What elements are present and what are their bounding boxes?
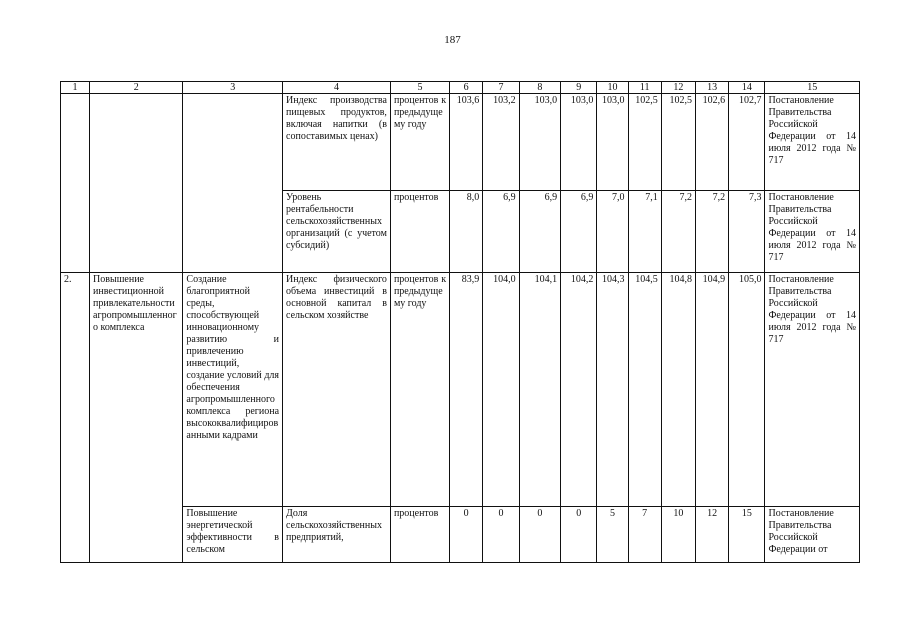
task-cell: Повышение энергетической эффективности в сельском [183, 507, 283, 563]
value-cell: 83,9 [450, 273, 483, 507]
value-cell: 102,5 [628, 94, 661, 191]
indicators-table [60, 81, 860, 563]
column-number: 14 [729, 82, 765, 94]
value-cell: 8,0 [450, 191, 483, 273]
legal-basis-cell: Постановление Правительства Российской Федерации от 14 июля 2012 года № 717 [765, 191, 860, 273]
indicator-name: Доля сельскохозяйственных предприятий, [283, 507, 391, 563]
value-cell: 10 [661, 507, 695, 563]
value-cell: 105,0 [729, 273, 765, 507]
value-cell: 0 [519, 507, 561, 563]
unit-cell: процентов [390, 191, 449, 273]
value-cell: 104,2 [561, 273, 597, 507]
value-cell: 103,0 [561, 94, 597, 191]
legal-basis-cell: Постановление Правительства Российской Федерации от 14 июля 2012 года № 717 [765, 273, 860, 507]
value-cell: 7,3 [729, 191, 765, 273]
table-row [61, 94, 860, 191]
value-cell: 103,0 [597, 94, 628, 191]
value-cell: 5 [597, 507, 628, 563]
goal-cell: Повышение инвестиционной привлекательности агропромышленного комплекса [90, 273, 183, 563]
value-cell: 0 [483, 507, 519, 563]
column-number: 8 [519, 82, 561, 94]
value-cell: 104,1 [519, 273, 561, 507]
value-cell: 0 [561, 507, 597, 563]
value-cell: 104,5 [628, 273, 661, 507]
value-cell: 6,9 [519, 191, 561, 273]
column-number: 10 [597, 82, 628, 94]
column-number: 7 [483, 82, 519, 94]
value-cell: 103,2 [483, 94, 519, 191]
task-cell [183, 94, 283, 273]
column-number: 12 [661, 82, 695, 94]
column-number: 6 [450, 82, 483, 94]
column-number: 15 [765, 82, 860, 94]
value-cell: 7 [628, 507, 661, 563]
value-cell: 104,3 [597, 273, 628, 507]
task-cell: Создание благоприятной среды, способствующей инновационному развитию и привлечению инвестиций, создание условий для обеспечения агропромышленного комплекса региона высококвалифицированными кадрами [183, 273, 283, 507]
unit-cell: процентов [390, 507, 449, 563]
column-number: 5 [390, 82, 449, 94]
unit-cell: процентов к предыдущему году [390, 273, 449, 507]
indicator-name: Индекс физического объема инвестиций в основной капитал в сельском хозяйстве [283, 273, 391, 507]
row-number-cell: 2. [61, 273, 90, 563]
value-cell: 103,6 [450, 94, 483, 191]
page-number: 187 [444, 34, 461, 46]
value-cell: 103,0 [519, 94, 561, 191]
value-cell: 102,7 [729, 94, 765, 191]
value-cell: 102,5 [661, 94, 695, 191]
column-number: 9 [561, 82, 597, 94]
value-cell: 6,9 [483, 191, 519, 273]
column-number: 11 [628, 82, 661, 94]
value-cell: 7,2 [661, 191, 695, 273]
value-cell: 15 [729, 507, 765, 563]
row-number-cell [61, 94, 90, 273]
indicator-name: Индекс производства пищевых продуктов, включая напитки (в сопоставимых ценах) [283, 94, 391, 191]
column-number: 13 [695, 82, 728, 94]
value-cell: 0 [450, 507, 483, 563]
value-cell: 104,9 [695, 273, 728, 507]
indicator-name: Уровень рентабельности сельскохозяйственных организаций (с учетом субсидий) [283, 191, 391, 273]
column-number: 4 [283, 82, 391, 94]
goal-cell [90, 94, 183, 273]
legal-basis-cell: Постановление Правительства Российской Федерации от 14 июля 2012 года № 717 [765, 94, 860, 191]
value-cell: 12 [695, 507, 728, 563]
value-cell: 104,0 [483, 273, 519, 507]
column-number: 3 [183, 82, 283, 94]
column-numbers-row [61, 82, 860, 94]
value-cell: 6,9 [561, 191, 597, 273]
table-row [61, 273, 860, 507]
value-cell: 7,2 [695, 191, 728, 273]
unit-cell: процентов к предыдущему году [390, 94, 449, 191]
column-number: 1 [61, 82, 90, 94]
value-cell: 102,6 [695, 94, 728, 191]
column-number: 2 [90, 82, 183, 94]
legal-basis-cell: Постановление Правительства Российской Федерации от [765, 507, 860, 563]
value-cell: 7,1 [628, 191, 661, 273]
value-cell: 104,8 [661, 273, 695, 507]
value-cell: 7,0 [597, 191, 628, 273]
